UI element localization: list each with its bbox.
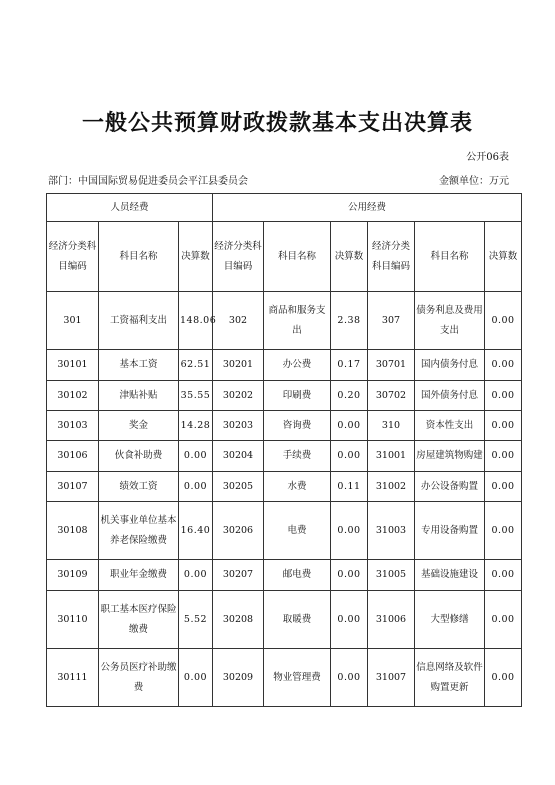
col-header-code: 经济分类科目编码 (47, 222, 99, 292)
table-cell: 30101 (47, 350, 99, 381)
table-cell: 0.00 (485, 560, 522, 591)
public-expense-header: 公用经费 (213, 194, 522, 222)
table-cell: 邮电费 (264, 560, 331, 591)
table-cell: 0.00 (331, 441, 368, 472)
table-cell: 0.00 (179, 560, 213, 591)
table-cell: 奖金 (99, 411, 179, 441)
col-header-code: 经济分类科目编码 (213, 222, 264, 292)
table-row (47, 292, 522, 350)
page-title: 一般公共预算财政拨款基本支出决算表 (81, 111, 473, 136)
table-row (47, 381, 522, 411)
table-cell: 0.00 (485, 591, 522, 649)
table-cell: 公务员医疗补助缴费 (99, 649, 179, 707)
table-cell: 0.00 (485, 502, 522, 560)
col-header-name: 科目名称 (99, 222, 179, 292)
table-cell: 0.00 (331, 502, 368, 560)
table-cell: 30209 (213, 649, 264, 707)
col-header-code: 经济分类科目编码 (368, 222, 415, 292)
table-row (47, 441, 522, 472)
table-cell: 办公设备购置 (415, 472, 485, 502)
table-cell: 2.38 (331, 292, 368, 350)
table-cell: 电费 (264, 502, 331, 560)
table-cell: 商品和服务支出 (264, 292, 331, 350)
table-cell: 债务利息及费用支出 (415, 292, 485, 350)
table-cell: 大型修缮 (415, 591, 485, 649)
table-cell: 房屋建筑物购建 (415, 441, 485, 472)
table-cell: 31005 (368, 560, 415, 591)
table-row (47, 350, 522, 381)
table-cell: 302 (213, 292, 264, 350)
amount-unit-label: 金额单位：万元 (439, 176, 509, 187)
col-header-name: 科目名称 (264, 222, 331, 292)
table-cell: 国外债务付息 (415, 381, 485, 411)
table-cell: 职业年金缴费 (99, 560, 179, 591)
table-cell: 水费 (264, 472, 331, 502)
table-cell: 14.28 (179, 411, 213, 441)
table-cell: 30702 (368, 381, 415, 411)
col-header-name: 科目名称 (415, 222, 485, 292)
table-cell: 0.00 (179, 649, 213, 707)
table-cell: 16.40 (179, 502, 213, 560)
table-cell: 30108 (47, 502, 99, 560)
table-cell: 手续费 (264, 441, 331, 472)
table-cell: 办公费 (264, 350, 331, 381)
col-header-amount: 决算数 (485, 222, 522, 292)
table-cell: 30204 (213, 441, 264, 472)
table-cell: 310 (368, 411, 415, 441)
table-cell: 30205 (213, 472, 264, 502)
table-cell: 机关事业单位基本养老保险缴费 (99, 502, 179, 560)
table-cell: 30201 (213, 350, 264, 381)
form-number: 公开06表 (466, 152, 509, 163)
table-cell: 0.00 (179, 441, 213, 472)
table-cell: 0.00 (485, 411, 522, 441)
table-cell: 30106 (47, 441, 99, 472)
table-cell: 0.00 (331, 411, 368, 441)
table-cell: 基础设施建设 (415, 560, 485, 591)
col-header-amount: 决算数 (179, 222, 213, 292)
budget-table (46, 193, 522, 707)
table-cell: 0.00 (179, 472, 213, 502)
table-cell: 咨询费 (264, 411, 331, 441)
table-row (47, 649, 522, 707)
table-cell: 基本工资 (99, 350, 179, 381)
table-cell: 0.00 (485, 472, 522, 502)
table-cell: 30109 (47, 560, 99, 591)
table-cell: 30701 (368, 350, 415, 381)
table-cell: 62.51 (179, 350, 213, 381)
table-cell: 30202 (213, 381, 264, 411)
table-cell: 30203 (213, 411, 264, 441)
table-cell: 301 (47, 292, 99, 350)
table-cell: 0.00 (331, 591, 368, 649)
table-cell: 绩效工资 (99, 472, 179, 502)
table-cell: 30103 (47, 411, 99, 441)
table-cell: 伙食补助费 (99, 441, 179, 472)
personnel-expense-header: 人员经费 (47, 194, 213, 222)
table-cell: 资本性支出 (415, 411, 485, 441)
table-cell: 0.00 (331, 649, 368, 707)
table-cell: 30206 (213, 502, 264, 560)
table-cell: 工资福利支出 (99, 292, 179, 350)
table-cell: 31003 (368, 502, 415, 560)
table-cell: 31007 (368, 649, 415, 707)
table-cell: 0.00 (485, 292, 522, 350)
table-cell: 30110 (47, 591, 99, 649)
table-cell: 30102 (47, 381, 99, 411)
table-cell: 30107 (47, 472, 99, 502)
table-cell: 0.00 (331, 560, 368, 591)
table-cell: 0.00 (485, 350, 522, 381)
table-cell: 信息网络及软件购置更新 (415, 649, 485, 707)
table-cell: 0.00 (485, 649, 522, 707)
table-cell: 0.17 (331, 350, 368, 381)
table-row (47, 472, 522, 502)
table-cell: 0.20 (331, 381, 368, 411)
table-cell: 31006 (368, 591, 415, 649)
table-cell: 物业管理费 (264, 649, 331, 707)
table-cell: 专用设备购置 (415, 502, 485, 560)
table-cell: 31001 (368, 441, 415, 472)
table-cell: 印刷费 (264, 381, 331, 411)
table-row (47, 502, 522, 560)
department-label: 部门：中国国际贸易促进委员会平江县委员会 (48, 176, 248, 187)
table-cell: 津贴补贴 (99, 381, 179, 411)
table-cell: 30208 (213, 591, 264, 649)
table-cell: 职工基本医疗保险缴费 (99, 591, 179, 649)
table-cell: 0.11 (331, 472, 368, 502)
table-cell: 35.55 (179, 381, 213, 411)
table-cell: 国内债务付息 (415, 350, 485, 381)
table-row (47, 560, 522, 591)
table-row (47, 411, 522, 441)
table-cell: 30111 (47, 649, 99, 707)
table-cell: 307 (368, 292, 415, 350)
table-cell: 0.00 (485, 441, 522, 472)
table-cell: 30207 (213, 560, 264, 591)
table-cell: 31002 (368, 472, 415, 502)
table-cell: 5.52 (179, 591, 213, 649)
table-row (47, 591, 522, 649)
table-cell: 148.06 (179, 292, 213, 350)
col-header-amount: 决算数 (331, 222, 368, 292)
table-cell: 0.00 (485, 381, 522, 411)
table-cell: 取暖费 (264, 591, 331, 649)
